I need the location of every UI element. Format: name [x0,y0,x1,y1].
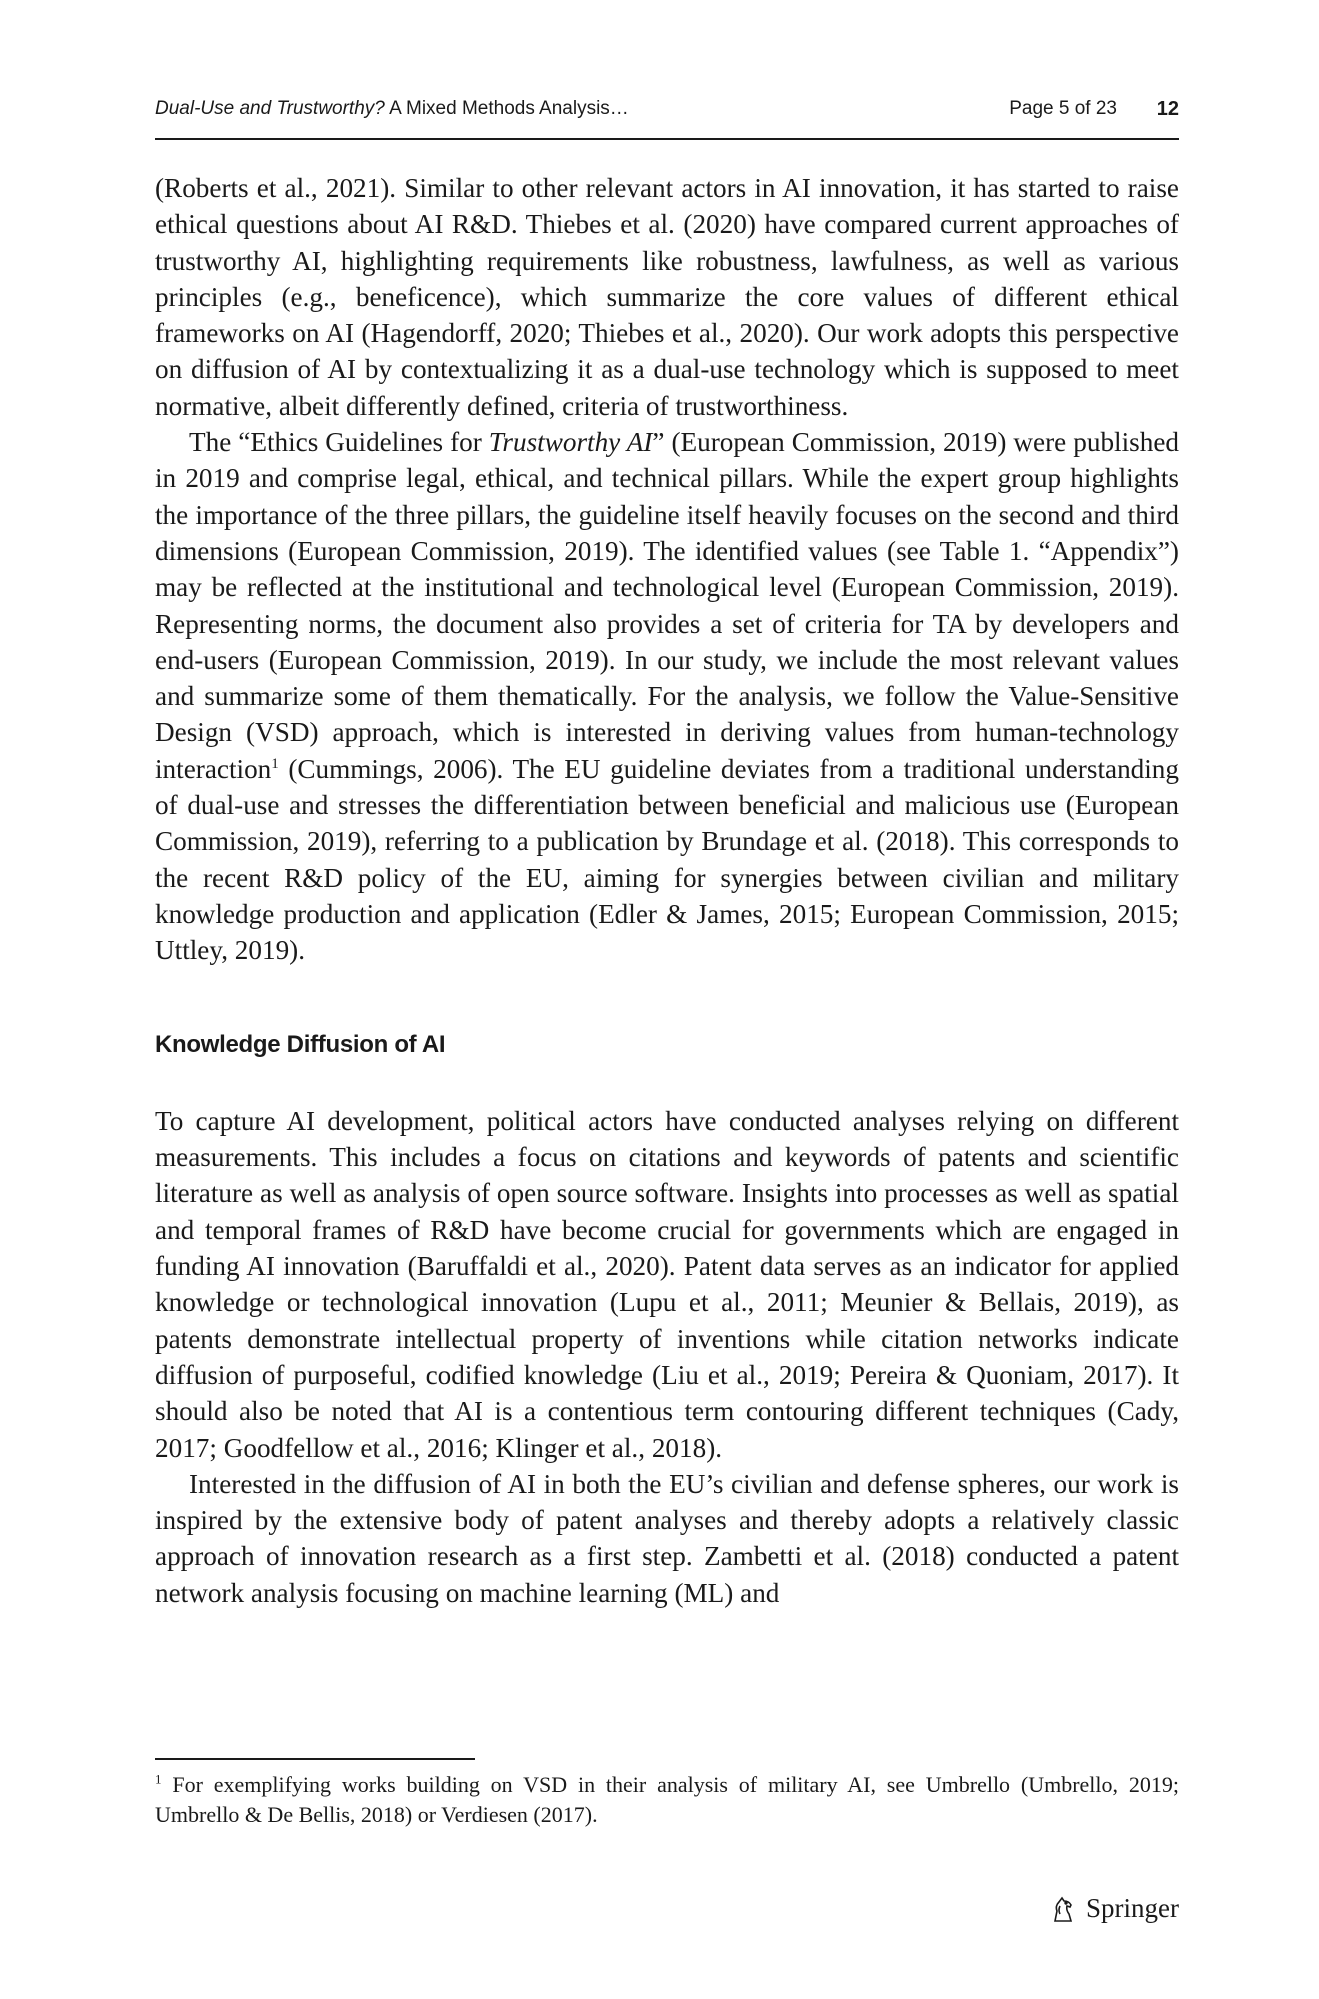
footnote [155,1770,1179,1830]
publisher-logo [1048,1893,1179,1924]
footnote-text: For exemplifying works building on VSD in their analysis of military AI, see Umbrello (Umbrello, 2019; Umbrello & De Bellis, 2018) or Verdiesen (2017). [155,1772,1179,1827]
section-heading: Knowledge Diffusion of AI [155,1030,446,1058]
footnote-rule [155,1758,475,1760]
running-title-italic: Dual-Use and Trustworthy? [155,98,385,119]
paragraph-2-part-a: The “Ethics Guidelines for [189,427,489,458]
paragraph-2 [155,424,1179,968]
paragraph-2-part-b: ” (European Commission, 2019) were published in 2019 and comprise legal, ethical, and technical pillars. While the expert group highlights the importance of the three pillars, the guideline itself heavily focuses on the second and third dimensions (European Commission, 2019). The identified values (see Table 1. “Appendix”) may be reflected at the institutional and technological level (European Commission, 2019). Representing norms, the document also provides a set of criteria for TA by developers and end-users (European Commission, 2019). In our study, we include the most relevant values and summarize some of them thematically. For the analysis, we follow the Value-Sensitive Design (VSD) approach, which is interested in deriving values from human-technology interaction [155,427,1179,784]
italic-term: Trustworthy AI [488,427,653,458]
footnote-reference[interactable]: 1 [271,755,279,772]
running-title [155,98,629,120]
paragraph-2-part-c: (Cummings, 2006). The EU guideline deviates from a traditional understanding of dual-use and stresses the differentiation between beneficial and malicious use (European Commission, 2019), referring to a publication by Brundage et al. (2018). This corresponds to the recent R&D policy of the EU, aiming for synergies between civilian and military knowledge production and application (Edler & James, 2015; European Commission, 2015; Uttley, 2019). [155,753,1179,966]
main-text [155,170,1179,1611]
paragraph-1: (Roberts et al., 2021). Similar to other relevant actors in AI innovation, it has started to raise ethical questions about AI R&D. Thiebes et al. (2020) have compared current approaches of trustworthy AI, highlighting requirements like robustness, lawfulness, as well as various principles (e.g., beneficence), which summarize the core values of different ethical frameworks on AI (Hagendorff, 2020; Thiebes et al., 2020). Our work adopts this perspective on diffusion of AI by contextualizing it as a dual-use technology which is supposed to meet normative, albeit differently defined, criteria of trustworthiness. [155,173,1179,421]
paragraph-4: Interested in the diffusion of AI in both the EU’s civilian and defense spheres, our work is inspired by the extensive body of patent analyses and thereby adopts a relatively classic approach of innovation research as a first step. Zambetti et al. (2018) conducted a patent network analysis focusing on machine learning (ML) and [155,1468,1179,1608]
publisher-name: Springer [1086,1893,1179,1923]
issue-number: 12 [1156,98,1179,120]
springer-horse-icon [1048,1894,1078,1924]
paragraph-3: To capture AI development, political actors have conducted analyses relying on different measurements. This includes a focus on citations and keywords of patents and scientific literature as well as analysis of open source software. Insights into processes as well as spatial and temporal frames of R&D have become crucial for governments which are engaged in funding AI innovation (Baruffaldi et al., 2020). Patent data serves as an indicator for applied knowledge or technological innovation (Lupu et al., 2011; Meunier & Bellais, 2019), as patents demonstrate intellectual property of inventions while citation networks indicate diffusion of purposeful, codified knowledge (Liu et al., 2019; Pereira & Quoniam, 2017). It should also be noted that AI is a contentious term contouring different techniques (Cady, 2017; Goodfellow et al., 2016; Klinger et al., 2018). [155,1105,1179,1463]
running-header [155,98,1179,138]
header-rule [155,138,1179,140]
running-title-rest: A Mixed Methods Analysis… [384,98,629,119]
page-label: Page 5 of 23 [1009,98,1117,119]
footnote-marker: 1 [155,1771,162,1787]
